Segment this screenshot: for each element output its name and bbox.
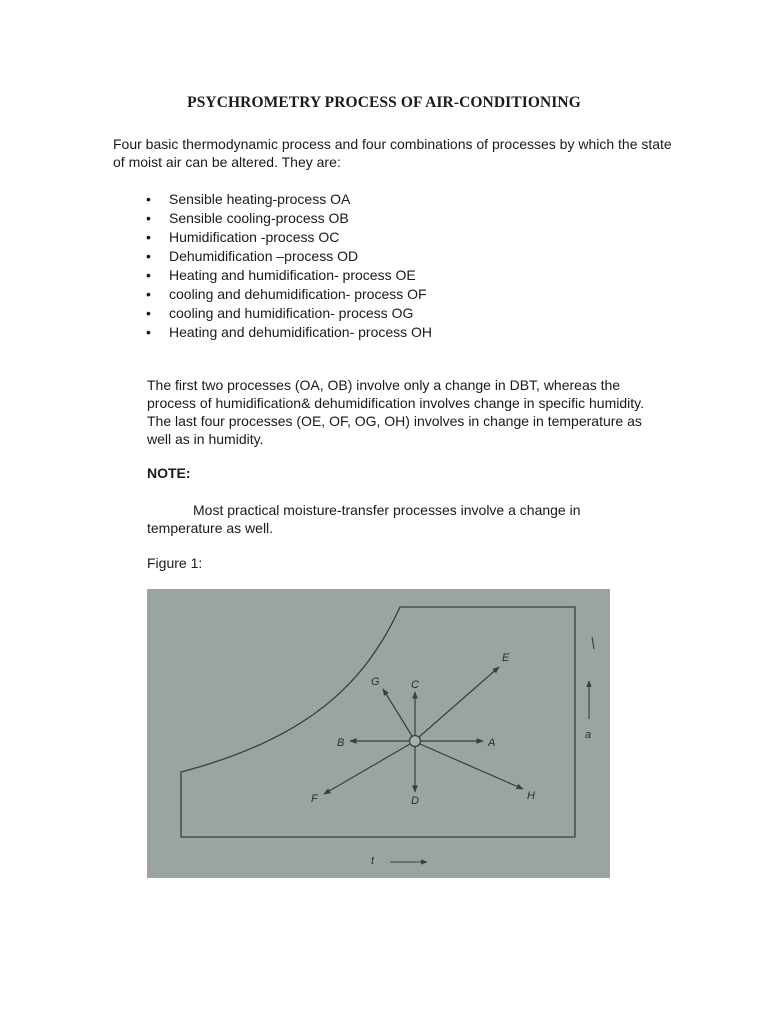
process-diagram bbox=[147, 589, 610, 878]
chart-outline bbox=[181, 607, 575, 837]
list-item: • Dehumidification –process OD bbox=[144, 247, 432, 266]
label-g: G bbox=[371, 676, 380, 688]
list-item: • Sensible heating-process OA bbox=[144, 190, 432, 209]
intro-paragraph: Four basic thermodynamic process and four combinations of processes by which the state of moist air can be altered. They are: bbox=[113, 136, 672, 170]
label-b: B bbox=[337, 737, 345, 749]
origin-point bbox=[410, 736, 421, 747]
label-f: F bbox=[311, 793, 318, 805]
process-line-e bbox=[419, 667, 499, 737]
note-text: Most practical moisture-transfer processes involve a change in temperature as well. bbox=[147, 502, 581, 536]
label-a: A bbox=[488, 737, 496, 749]
psychrometric-figure bbox=[147, 589, 610, 878]
label-c: C bbox=[411, 679, 419, 691]
page-title: PSYCHROMETRY PROCESS OF AIR-CONDITIONING bbox=[187, 94, 581, 111]
list-item: • Heating and humidification- process OE bbox=[144, 266, 432, 285]
label-d: D bbox=[411, 795, 419, 807]
list-item: • Heating and dehumidification- process OH bbox=[144, 323, 432, 342]
x-axis-label: t bbox=[371, 855, 375, 867]
list-item: • cooling and humidification- process OG bbox=[144, 304, 432, 323]
y-axis-label: a bbox=[585, 729, 592, 741]
list-item: • Humidification -process OC bbox=[144, 228, 432, 247]
process-list bbox=[144, 190, 432, 342]
explanation-paragraph: The first two processes (OA, OB) involve only a change in DBT, whereas the process of humidification& dehumidification involves change in specific humidity. The last four processes (OE, OF, OG, OH) involves in change in temperature as well as in humidity. bbox=[147, 377, 644, 447]
process-line-h bbox=[420, 744, 523, 789]
process-line-f bbox=[324, 744, 410, 794]
label-h: H bbox=[527, 790, 535, 802]
list-item: • cooling and dehumidification- process OF bbox=[144, 285, 432, 304]
label-e: E bbox=[502, 652, 510, 664]
corner-tick bbox=[592, 637, 594, 649]
note-label: NOTE: bbox=[147, 465, 191, 481]
process-line-g bbox=[383, 689, 412, 736]
list-item: • Sensible cooling-process OB bbox=[144, 209, 432, 228]
figure-caption: Figure 1: bbox=[147, 555, 203, 571]
